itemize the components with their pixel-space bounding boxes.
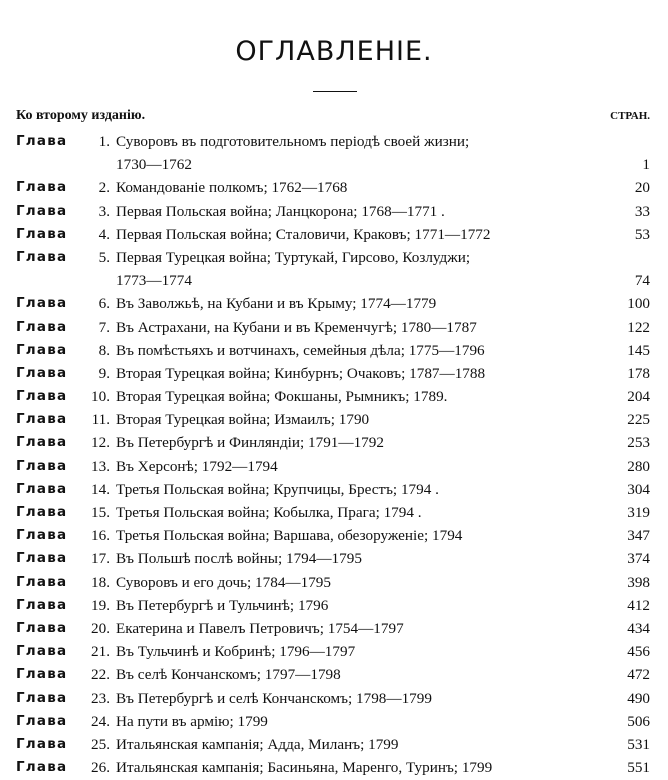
toc-entry xyxy=(16,640,654,663)
chapter-label: Глава xyxy=(16,504,68,520)
chapter-title: Итальянская кампанія; Адда, Миланъ; 1799 xyxy=(116,735,399,753)
toc-line xyxy=(16,524,654,547)
page-number: 319 xyxy=(627,504,650,521)
chapter-number: 20. xyxy=(91,619,110,637)
page-number: 280 xyxy=(627,457,650,475)
chapter-title: Командованіе полкомъ; 1762—1768 xyxy=(116,179,348,197)
toc-entry xyxy=(16,663,654,686)
page-number: 145 xyxy=(627,341,650,359)
toc-entry xyxy=(16,362,654,385)
chapter-label: Глава xyxy=(16,179,68,196)
toc-entry xyxy=(16,594,654,617)
chapter-number: 10. xyxy=(91,388,110,406)
chapter-label: Глава xyxy=(16,248,68,265)
page-number: 412 xyxy=(627,596,650,614)
chapter-number: 9. xyxy=(98,364,110,382)
page-number: 472 xyxy=(627,666,650,684)
page-number: 506 xyxy=(627,712,650,730)
toc-entry xyxy=(16,339,654,362)
chapter-number: 7. xyxy=(98,318,110,336)
chapter-title: 1773—1774 xyxy=(116,272,192,290)
chapter-title: Въ Тульчинѣ и Кобринѣ; 1796—1797 xyxy=(116,643,356,661)
chapter-title: Въ Петербургѣ и Тульчинѣ; 1796 xyxy=(116,596,329,614)
toc-entry xyxy=(16,571,654,594)
toc-entry xyxy=(16,223,654,246)
toc-line xyxy=(16,200,654,223)
page-number: 74 xyxy=(634,272,650,290)
toc-entry xyxy=(16,501,654,524)
chapter-number: 15. xyxy=(91,504,110,521)
chapter-number: 3. xyxy=(98,202,110,220)
chapter-number: 17. xyxy=(91,550,110,568)
page-number: 20 xyxy=(634,179,650,197)
chapter-title: Въ Польшѣ послѣ войны; 1794—1795 xyxy=(116,550,362,568)
chapter-title: Въ Заволжьѣ, на Кубани и въ Крыму; 1774—1779 xyxy=(116,295,437,313)
page-number: 178 xyxy=(627,364,650,382)
toc-line xyxy=(16,385,654,408)
toc-line xyxy=(16,130,654,153)
chapter-title: Въ Петербургѣ и селѣ Кончанскомъ; 1798—1799 xyxy=(116,689,432,707)
chapter-number: 23. xyxy=(91,689,110,707)
toc-line xyxy=(16,594,654,617)
table-of-contents xyxy=(16,130,654,779)
toc-entry xyxy=(16,733,654,756)
chapter-label: Глава xyxy=(16,712,68,729)
toc-entry xyxy=(16,176,654,199)
page-number: 551 xyxy=(627,759,650,777)
toc-line xyxy=(16,710,654,733)
chapter-label: Глава xyxy=(16,388,68,405)
toc-entry xyxy=(16,130,654,176)
chapter-label: Глава xyxy=(16,202,68,219)
toc-line xyxy=(16,316,654,339)
toc-line xyxy=(16,431,654,454)
chapter-title: Въ Херсонѣ; 1792—1794 xyxy=(116,457,278,475)
chapter-label: Глава xyxy=(16,364,68,381)
toc-line xyxy=(16,246,654,269)
page-number: 100 xyxy=(627,295,650,313)
chapter-number: 12. xyxy=(91,434,110,452)
chapter-title: 1730—1762 xyxy=(116,156,192,174)
toc-line xyxy=(16,339,654,362)
toc-line xyxy=(16,176,654,199)
toc-line xyxy=(16,617,654,640)
chapter-label: Глава xyxy=(16,689,68,706)
toc-entry xyxy=(16,478,654,501)
chapter-title: Итальянская кампанія; Басиньяна, Маренго, Туринъ; 1799 xyxy=(116,759,493,777)
toc-line xyxy=(16,547,654,570)
page-number: 434 xyxy=(627,619,650,637)
chapter-number: 4. xyxy=(98,225,110,243)
page-number: 347 xyxy=(627,527,650,545)
chapter-label: Глава xyxy=(16,759,68,776)
toc-entry xyxy=(16,246,654,292)
chapter-title: Въ селѣ Кончанскомъ; 1797—1798 xyxy=(116,666,341,684)
chapter-title: На пути въ армію; 1799 xyxy=(116,712,268,730)
chapter-label: Глава xyxy=(16,318,68,335)
chapter-label: Глава xyxy=(16,619,68,636)
chapter-label: Глава xyxy=(16,480,68,497)
page-number: 53 xyxy=(634,225,650,243)
toc-line xyxy=(16,362,654,385)
toc-header xyxy=(16,108,652,126)
toc-entry xyxy=(16,710,654,733)
page-number: 33 xyxy=(634,202,650,220)
chapter-number: 11. xyxy=(91,411,110,429)
toc-line xyxy=(16,292,654,315)
page-number: 531 xyxy=(627,735,650,753)
toc-line xyxy=(16,756,654,779)
chapter-number: 25. xyxy=(91,735,110,753)
chapter-number: 21. xyxy=(91,643,110,661)
toc-entry xyxy=(16,687,654,710)
toc-entry xyxy=(16,756,654,779)
chapter-label: Глава xyxy=(16,735,68,752)
chapter-number: 16. xyxy=(91,527,110,545)
chapter-title: Въ Астрахани, на Кубани и въ Кременчугѣ; 1780—1787 xyxy=(116,318,477,336)
chapter-title: Екатерина и Павелъ Петровичъ; 1754—1797 xyxy=(116,619,404,637)
toc-entry xyxy=(16,316,654,339)
page-title: ОГЛАВЛЕНIЕ. xyxy=(235,36,433,67)
toc-line xyxy=(16,571,654,594)
chapter-number: 14. xyxy=(91,480,110,498)
toc-line xyxy=(16,223,654,246)
chapter-label: Глава xyxy=(16,643,68,660)
toc-line xyxy=(16,478,654,501)
chapter-title: Въ Петербургѣ и Финляндіи; 1791—1792 xyxy=(116,434,384,452)
toc-entry xyxy=(16,547,654,570)
toc-line xyxy=(16,687,654,710)
toc-entry xyxy=(16,431,654,454)
chapter-number: 22. xyxy=(91,666,110,684)
chapter-title: Первая Турецкая война; Туртукай, Гирсово, Козлуджи; xyxy=(116,248,471,266)
chapter-number: 19. xyxy=(91,596,110,614)
toc-entry xyxy=(16,524,654,547)
toc-line xyxy=(16,663,654,686)
chapter-title: Вторая Турецкая война; Фокшаны, Рымникъ; 1789. xyxy=(116,388,448,406)
chapter-number: 13. xyxy=(91,457,110,475)
toc-entry xyxy=(16,617,654,640)
page-number: 1 xyxy=(642,156,650,174)
chapter-label: Глава xyxy=(16,133,68,149)
chapter-label: Глава xyxy=(16,434,68,451)
chapter-title: Въ помѣстьяхъ и вотчинахъ, семейныя дѣла; 1775—1796 xyxy=(116,341,485,359)
page-number: 253 xyxy=(627,434,650,452)
chapter-title: Третья Польская война; Кобылка, Прага; 1794 . xyxy=(116,504,422,521)
chapter-label: Глава xyxy=(16,596,68,613)
chapter-number: 8. xyxy=(98,341,110,359)
page-column-label: СТРАН. xyxy=(610,110,650,122)
chapter-label: Глава xyxy=(16,550,68,567)
chapter-title: Первая Польская война; Сталовичи, Краковъ; 1771—1772 xyxy=(116,225,491,243)
toc-entry xyxy=(16,385,654,408)
page-number: 122 xyxy=(627,318,650,336)
chapter-label: Глава xyxy=(16,225,68,242)
chapter-label: Глава xyxy=(16,457,68,474)
toc-entry xyxy=(16,200,654,223)
title-divider xyxy=(313,91,357,92)
chapter-number: 18. xyxy=(91,573,110,591)
toc-entry xyxy=(16,408,654,431)
chapter-label: Глава xyxy=(16,341,68,358)
toc-line xyxy=(16,455,654,478)
chapter-number: 5. xyxy=(98,248,110,266)
chapter-number: 6. xyxy=(98,295,110,313)
chapter-label: Глава xyxy=(16,527,68,544)
chapter-label: Глава xyxy=(16,411,68,428)
toc-line xyxy=(16,733,654,756)
chapter-title: Третья Польская война; Варшава, обезоруженіе; 1794 xyxy=(116,527,463,545)
page-number: 490 xyxy=(627,689,650,707)
page-number: 456 xyxy=(627,643,650,661)
chapter-label: Глава xyxy=(16,573,68,590)
toc-line xyxy=(16,408,654,431)
chapter-title: Суворовъ въ подготовительномъ періодѣ своей жизни; xyxy=(116,133,470,150)
chapter-number: 26. xyxy=(91,759,110,777)
page-number: 225 xyxy=(627,411,650,429)
chapter-number: 24. xyxy=(91,712,110,730)
page-number: 304 xyxy=(627,480,650,498)
page-number: 374 xyxy=(627,550,650,568)
toc-line xyxy=(16,153,654,176)
page-number: 204 xyxy=(627,388,650,406)
chapter-label: Глава xyxy=(16,295,68,312)
toc-line xyxy=(16,640,654,663)
toc-line xyxy=(16,269,654,292)
chapter-title: Первая Польская война; Ланцкорона; 1768—1771 . xyxy=(116,202,445,220)
toc-entry xyxy=(16,455,654,478)
chapter-label: Глава xyxy=(16,666,68,683)
chapter-title: Третья Польская война; Крупчицы, Брестъ; 1794 . xyxy=(116,480,439,498)
chapter-title: Вторая Турецкая война; Кинбурнъ; Очаковъ; 1787—1788 xyxy=(116,364,486,382)
toc-entry xyxy=(16,292,654,315)
chapter-number: 2. xyxy=(98,179,110,197)
chapter-title: Вторая Турецкая война; Измаилъ; 1790 xyxy=(116,411,370,429)
toc-line xyxy=(16,501,654,524)
preface-entry: Ко второму изданію. xyxy=(16,108,146,123)
page-number: 398 xyxy=(627,573,650,591)
chapter-title: Суворовъ и его дочь; 1784—1795 xyxy=(116,573,331,591)
chapter-number: 1. xyxy=(98,133,110,150)
